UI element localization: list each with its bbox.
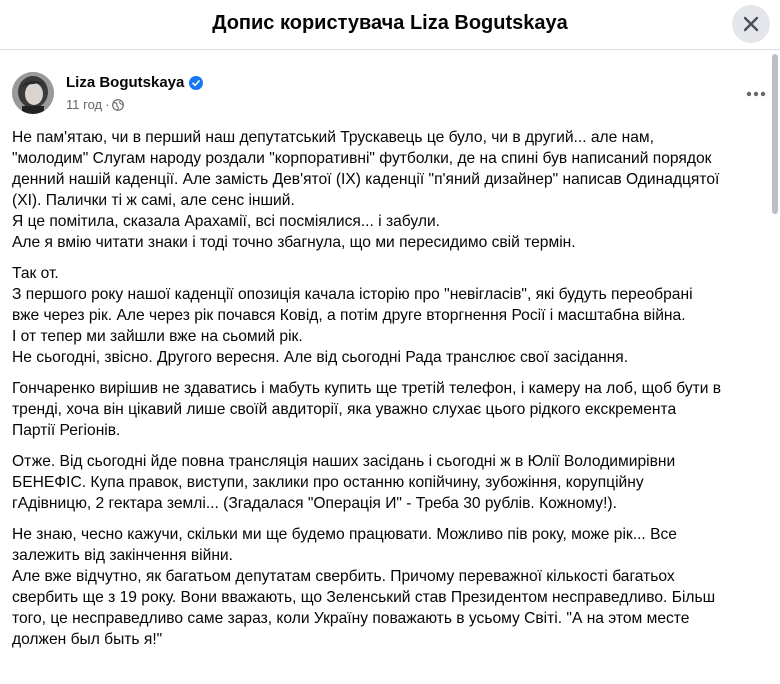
post-text-line: І от тепер ми зайшли вже на сьомий рік. [12, 328, 303, 345]
post-text-line: (ХІ). Палички ті ж самі, але сенс інший. [12, 192, 295, 209]
post-paragraph [12, 451, 772, 514]
post-paragraph [12, 524, 772, 650]
post-text-line: Не сьогодні, звісно. Другого вересня. Але від сьогодні Рада транслює свої засідання. [12, 349, 629, 366]
author-avatar[interactable] [12, 72, 54, 114]
post-text [12, 127, 772, 660]
post-text-line: Але я вмію читати знаки і тоді точно збагнула, що ми пересидимо свій термін. [12, 234, 576, 251]
post-text-line: Але вже відчутно, як багатьом депутатам свербить. Причому переважної кількості багатьох [12, 568, 675, 585]
post-text-line: вже через рік. Але через рік почався Ковід, а потім друге вторгнення Росії і масштабна війна. [12, 307, 686, 324]
post-text-line: "молодим" Слугам народу роздали "корпоративні" футболки, де на спині був написаний порядок [12, 150, 712, 167]
scrollbar-thumb[interactable] [772, 54, 778, 214]
close-icon [743, 16, 759, 32]
post-text-line: Я це помітила, сказала Арахамії, всі посміялися... і забули. [12, 213, 440, 230]
more-options-button[interactable] [738, 82, 774, 106]
post-meta [66, 97, 124, 112]
post-text-line: Гончаренко вирішив не здаватись і мабуть купить ще третій телефон, і камеру на лоб, щоб бути в [12, 380, 722, 397]
post-text-line: Партії Регіонів. [12, 422, 121, 439]
post-text-line: БЕНЕФІС. Купа правок, виступи, заклики про останню копійчину, зубожіння, корупційну [12, 474, 644, 491]
close-button[interactable] [732, 5, 770, 43]
post-text-line: залежить від закінчення війни. [12, 547, 233, 564]
verified-badge-icon [189, 76, 203, 90]
post-text-line: З першого року нашої каденції опозиція качала історію про "невігласів", які будуть переобрані [12, 286, 693, 303]
post-text-line: Так от. [12, 265, 59, 282]
post-paragraph [12, 263, 772, 368]
post-paragraph [12, 378, 772, 441]
globe-icon [112, 99, 124, 111]
author-name[interactable]: Liza Bogutskaya [66, 74, 185, 91]
scrollbar[interactable] [771, 50, 780, 684]
post-paragraph [12, 127, 772, 253]
avatar-image [12, 72, 54, 114]
post-text-line: того, це несправедливо саме зараз, коли Україну поважають в усьому Світі. "А на этом месте [12, 610, 690, 627]
dialog-title: Допис користувача Liza Bogutskaya [212, 12, 568, 34]
more-options-icon [746, 91, 766, 97]
post-text-line: свербить ще з 19 року. Вони вважають, що Зеленський став Президентом несправедливо. Більш [12, 589, 716, 606]
post-text-line: Не пам'ятаю, чи в перший наш депутатський Трускавець це було, чи в другий... але нам, [12, 129, 654, 146]
post-text-line: гАдівницю, 2 гектара землі... (Згадалася "Операція И" - Треба 30 рублів. Кожному!). [12, 495, 617, 512]
meta-separator: · [105, 97, 110, 112]
post-text-line: Не знаю, чесно кажучи, скільки ми ще будемо працювати. Можливо пів року, може рік... Все [12, 526, 677, 543]
post-text-line: Отже. Від сьогодні йде повна трансляція наших засідань і сьогодні ж в Юлії Володимирівни [12, 453, 676, 470]
post-timestamp[interactable]: 11 год [66, 97, 103, 112]
post-text-line: денний нашій каденції. Але замість Дев'ятої (ІХ) каденції "п'яний дизайнер" написав Одинадцятої [12, 171, 720, 188]
post-text-line: тренді, хоча він цікавий лише своїй авдиторії, яка уважно слухає цього рідкого екскремента [12, 401, 677, 418]
dialog-header [0, 0, 780, 50]
post-text-line: должен был быть я!" [12, 631, 163, 648]
author-row [66, 74, 203, 91]
